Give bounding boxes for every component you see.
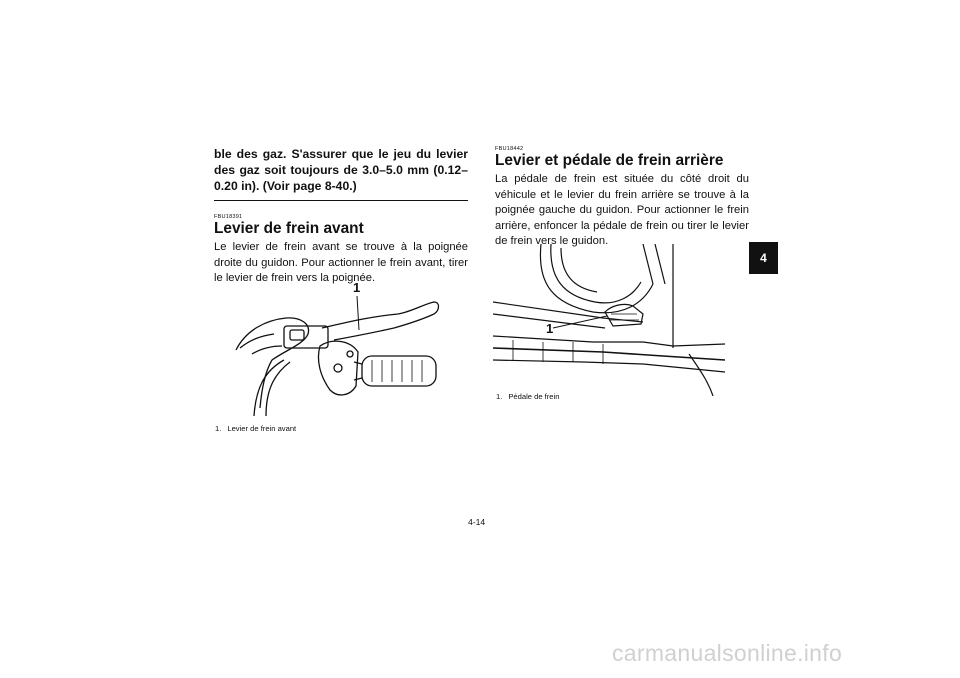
caption-number: 1. bbox=[496, 392, 503, 401]
chapter-tab: 4 bbox=[749, 242, 778, 274]
figure-caption-front-brake bbox=[215, 424, 296, 433]
callout-number: 1 bbox=[546, 321, 554, 336]
section-body-front-brake: Le levier de frein avant se trouve à la poignée droite du guidon. Pour actionner le frein avant, tirer le levier de frein vers la poignée. bbox=[214, 241, 468, 285]
section-heading-rear-brake: Levier et pédale de frein arrière bbox=[495, 152, 724, 169]
figure-caption-rear-brake bbox=[496, 392, 559, 401]
caption-number: 1. bbox=[215, 424, 222, 433]
section-code: FBU18442 bbox=[495, 146, 524, 152]
section-code: FBU18391 bbox=[214, 214, 243, 220]
page-number: 4-14 bbox=[468, 517, 486, 527]
section-body-rear-brake: La pédale de frein est située du côté droit du véhicule et le levier du frein arrière se trouve à la poignée gauche du guidon. Pour actionner le frein arrière, enfoncer la pédale de frein ou tirer le levier de frein vers le guidon. bbox=[495, 173, 749, 248]
caption-text: Levier de frein avant bbox=[227, 424, 297, 433]
rear-brake-pedal-illustration bbox=[493, 244, 725, 396]
continuation-text: ble des gaz. S'assurer que le jeu du levier des gaz soit toujours de 3.0–5.0 mm (0.12–0.20 in). (Voir page 8-40.) bbox=[214, 147, 468, 193]
caption-text: Pédale de frein bbox=[508, 392, 560, 401]
left-column bbox=[214, 146, 468, 287]
section-divider bbox=[214, 200, 468, 201]
callout-number: 1 bbox=[353, 280, 361, 295]
section-heading-front-brake: Levier de frein avant bbox=[214, 220, 364, 237]
watermark: carmanualsonline.info bbox=[612, 640, 843, 666]
right-column bbox=[495, 146, 749, 250]
front-brake-lever-illustration bbox=[226, 290, 456, 418]
